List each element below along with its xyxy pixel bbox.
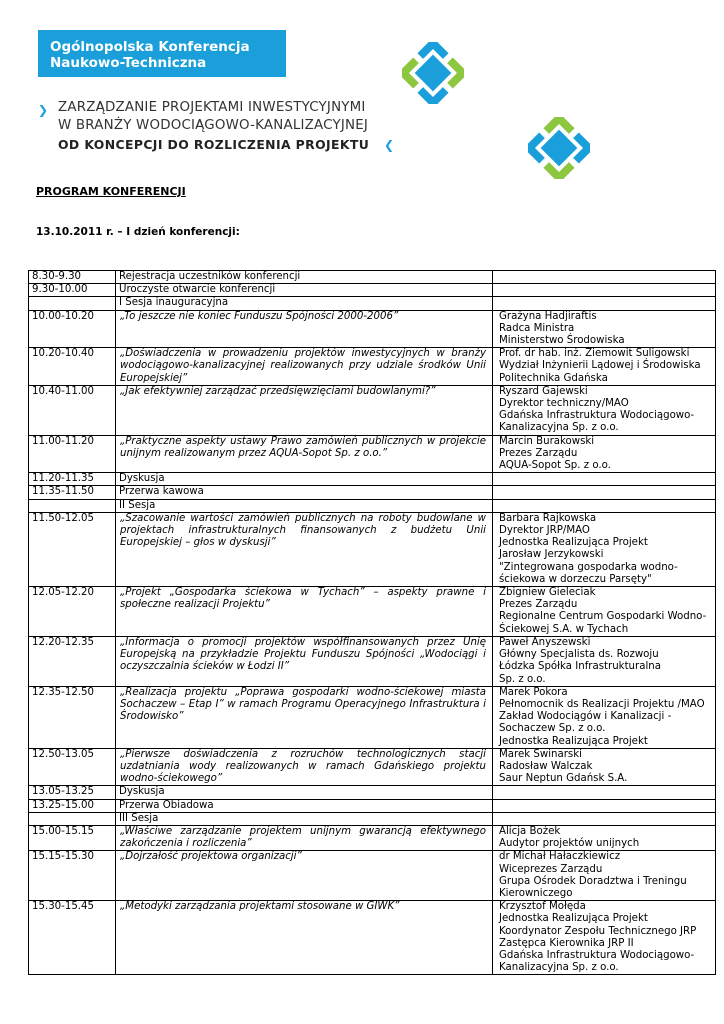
chevron-left-icon: ❮ <box>384 138 395 152</box>
schedule-row <box>29 587 716 637</box>
chevron-right-icon: ❯ <box>38 103 49 117</box>
banner-line-2: Naukowo-Techniczna <box>50 55 207 71</box>
speaker-line: Kanalizacyjna Sp. z o.o. <box>499 962 619 974</box>
description-cell: „Doświadczenia w prowadzeniu projektów inwestycyjnych w branży wodociągowo-kanalizacyjnej realizowanych przy udziale środków Unii Europejskiej” <box>116 348 493 386</box>
speaker-line: Dyrektor JRP/MAO <box>499 525 590 537</box>
time-cell: 11.35-11.50 <box>29 486 116 499</box>
speaker-line: Dyrektor techniczny/MAO <box>499 398 629 410</box>
banner-line-1: Ogólnopolska Konferencja <box>50 39 250 55</box>
speaker-line: Grażyna Hadjiraftis <box>499 310 597 322</box>
speaker-line: Sp. z o.o. <box>499 673 546 685</box>
speaker-cell <box>493 284 716 297</box>
description-cell: „Metodyki zarządzania projektami stosowane w GIWK” <box>116 901 493 975</box>
speaker-line: Gdańska Infrastruktura Wodociągowo- <box>499 949 695 961</box>
speaker-line: Sochaczew Sp. z o.o. <box>499 723 606 735</box>
day-label: 13.10.2011 r. – I dzień konferencji: <box>36 226 240 238</box>
schedule-row <box>29 284 716 297</box>
description-cell: Przerwa Obiadowa <box>116 799 493 812</box>
speaker-line: Jednostka Realizująca Projekt <box>499 537 648 549</box>
speaker-cell <box>493 851 716 901</box>
speaker-line: "Zintegrowana gospodarka wodno- <box>499 561 678 573</box>
speaker-line: dr Michał Hałaczkiewicz <box>499 851 621 863</box>
description-cell: Dyskusja <box>116 786 493 799</box>
speaker-cell <box>493 686 716 748</box>
time-cell: 8.30-9.30 <box>29 271 116 284</box>
time-cell: 11.50-12.05 <box>29 512 116 586</box>
conference-banner <box>38 30 286 77</box>
speaker-line: Alicja Bożek <box>499 825 561 837</box>
time-cell: 15.15-15.30 <box>29 851 116 901</box>
speaker-cell <box>493 297 716 310</box>
speaker-line: Marek Pokora <box>499 686 568 698</box>
speaker-cell <box>493 435 716 473</box>
schedule-row <box>29 799 716 812</box>
speaker-cell <box>493 901 716 975</box>
speaker-line: Jednostka Realizująca Projekt <box>499 913 648 925</box>
subtitle-line-1: ZARZĄDZANIE PROJEKTAMI INWESTYCYJNYMI <box>58 100 366 115</box>
speaker-line: Pełnomocnik ds Realizacji Projektu /MAO <box>499 698 705 710</box>
schedule-row <box>29 901 716 975</box>
speaker-line: Ściekowej S.A. w Tychach <box>499 623 629 635</box>
speaker-line: Radca Ministra <box>499 322 575 334</box>
description-cell: „Dojrzałość projektowa organizacji” <box>116 851 493 901</box>
speaker-cell <box>493 271 716 284</box>
speaker-line: Prezes Zarządu <box>499 599 578 611</box>
schedule-row <box>29 310 716 348</box>
time-cell: 12.35-12.50 <box>29 686 116 748</box>
schedule-row <box>29 686 716 748</box>
description-cell: Dyskusja <box>116 473 493 486</box>
speaker-line: Ryszard Gajewski <box>499 385 588 397</box>
speaker-line: Prof. dr hab. inż. Ziemowit Suligowski <box>499 348 690 360</box>
speaker-line: Zbigniew Gieleciak <box>499 587 596 599</box>
speaker-line: Kierowniczego <box>499 887 573 899</box>
speaker-line: Barbara Rajkowska <box>499 512 597 524</box>
time-cell: 13.05-13.25 <box>29 786 116 799</box>
description-cell: „Właściwe zarządzanie projektem unijnym gwarancją efektywnego zakończenia i rozliczenia” <box>116 825 493 850</box>
speaker-line: Radosław Walczak <box>499 760 593 772</box>
description-cell: „Szacowanie wartości zamówień publicznych na roboty budowlane w projektach infrastrukturalnych finansowanych z budżetu Unii Europejskiej – głos w dyskusji” <box>116 512 493 586</box>
schedule-row <box>29 486 716 499</box>
speaker-line: Saur Neptun Gdańsk S.A. <box>499 773 628 785</box>
schedule-row <box>29 748 716 786</box>
speaker-line: Koordynator Zespołu Technicznego JRP <box>499 925 697 937</box>
speaker-cell <box>493 310 716 348</box>
description-cell: „Informacja o promocji projektów współfinansowanych przez Unię Europejską na przykładzie Projektu Funduszu Spójności „Wodociągi i oczyszczalnia ścieków w Łodzi II” <box>116 636 493 686</box>
schedule-row <box>29 385 716 435</box>
time-cell <box>29 812 116 825</box>
session-heading: II Sesja <box>116 499 493 512</box>
time-cell: 15.00-15.15 <box>29 825 116 850</box>
description-cell: „Realizacja projektu „Poprawa gospodarki wodno-ściekowej miasta Sochaczew – Etap I” w ramach Programu Operacyjnego Infrastruktura i Środowisko” <box>116 686 493 748</box>
schedule-table <box>28 270 716 975</box>
time-cell <box>29 297 116 310</box>
schedule-row <box>29 825 716 850</box>
speaker-cell <box>493 812 716 825</box>
speaker-line: Zakład Wodociągów i Kanalizacji - <box>499 711 672 723</box>
schedule-row <box>29 851 716 901</box>
speaker-line: Grupa Ośrodek Doradztwa i Treningu <box>499 875 687 887</box>
speaker-cell <box>493 348 716 386</box>
session-heading: I Sesja inauguracyjna <box>116 297 493 310</box>
time-cell: 9.30-10.00 <box>29 284 116 297</box>
speaker-line: Wydział Inżynierii Lądowej i Środowiska <box>499 360 701 372</box>
speaker-line: Zastępca Kierownika JRP II <box>499 937 634 949</box>
schedule-row <box>29 512 716 586</box>
description-cell: Rejestracja uczestników konferencji <box>116 271 493 284</box>
description-cell: „Pierwsze doświadczenia z rozruchów technologicznych stacji uzdatniania wody realizowanych w ramach Gdańskiego projektu wodno-ściekowego” <box>116 748 493 786</box>
schedule-row <box>29 348 716 386</box>
speaker-cell <box>493 385 716 435</box>
speaker-line: Kanalizacyjna Sp. z o.o. <box>499 422 619 434</box>
time-cell: 11.00-11.20 <box>29 435 116 473</box>
schedule-row <box>29 435 716 473</box>
description-cell: „Projekt „Gospodarka ściekowa w Tychach” – aspekty prawne i społeczne realizacji Projektu” <box>116 587 493 637</box>
speaker-line: Gdańska Infrastruktura Wodociągowo- <box>499 410 695 422</box>
speaker-cell <box>493 587 716 637</box>
subtitle-line-2: W BRANŻY WODOCIĄGOWO-KANALIZACYJNEJ <box>58 118 369 133</box>
speaker-line: Paweł Anyszewski <box>499 636 591 648</box>
speaker-cell <box>493 825 716 850</box>
schedule-row <box>29 297 716 310</box>
schedule-row <box>29 271 716 284</box>
speaker-line: Łódzka Spółka Infrastrukturalna <box>499 661 661 673</box>
schedule-row <box>29 812 716 825</box>
conference-logo-small-icon <box>528 117 590 179</box>
program-title: PROGRAM KONFERENCJI <box>36 185 186 198</box>
speaker-line: Regionalne Centrum Gospodarki Wodno- <box>499 611 707 623</box>
speaker-cell <box>493 636 716 686</box>
speaker-line: Krzysztof Mołęda <box>499 901 586 913</box>
speaker-line: AQUA-Sopot Sp. z o.o. <box>499 460 611 472</box>
schedule-row <box>29 473 716 486</box>
time-cell: 10.20-10.40 <box>29 348 116 386</box>
time-cell: 12.05-12.20 <box>29 587 116 637</box>
speaker-line: ściekowa w dorzeczu Parsęty" <box>499 573 652 585</box>
time-cell <box>29 499 116 512</box>
speaker-cell <box>493 499 716 512</box>
time-cell: 12.50-13.05 <box>29 748 116 786</box>
time-cell: 13.25-15.00 <box>29 799 116 812</box>
speaker-line: Główny Specjalista ds. Rozwoju <box>499 649 659 661</box>
speaker-line: Prezes Zarządu <box>499 447 578 459</box>
speaker-line: Jednostka Realizująca Projekt <box>499 735 648 747</box>
speaker-cell <box>493 512 716 586</box>
description-cell: Uroczyste otwarcie konferencji <box>116 284 493 297</box>
time-cell: 10.40-11.00 <box>29 385 116 435</box>
time-cell: 15.30-15.45 <box>29 901 116 975</box>
description-cell: Przerwa kawowa <box>116 486 493 499</box>
speaker-cell <box>493 799 716 812</box>
speaker-line: Audytor projektów unijnych <box>499 838 640 850</box>
description-cell: „Jak efektywniej zarządzać przedsięwzięciami budowlanymi?” <box>116 385 493 435</box>
speaker-line: Ministerstwo Środowiska <box>499 335 625 347</box>
subtitle-line-3: OD KONCEPCJI DO ROZLICZENIA PROJEKTU <box>58 137 370 152</box>
description-cell: „Praktyczne aspekty ustawy Prawo zamówień publicznych w projekcie unijnym realizowanym przez AQUA-Sopot Sp. z o.o.” <box>116 435 493 473</box>
description-cell: „To jeszcze nie koniec Funduszu Spójności 2000-2006” <box>116 310 493 348</box>
schedule-row <box>29 499 716 512</box>
speaker-line: Jarosław Jerzykowski <box>499 549 604 561</box>
speaker-cell <box>493 786 716 799</box>
schedule-row <box>29 636 716 686</box>
speaker-line: Wiceprezes Zarządu <box>499 863 603 875</box>
speaker-cell <box>493 473 716 486</box>
schedule-row <box>29 786 716 799</box>
time-cell: 12.20-12.35 <box>29 636 116 686</box>
session-heading: III Sesja <box>116 812 493 825</box>
conference-logo-icon <box>402 42 464 104</box>
time-cell: 11.20-11.35 <box>29 473 116 486</box>
speaker-cell <box>493 748 716 786</box>
time-cell: 10.00-10.20 <box>29 310 116 348</box>
speaker-cell <box>493 486 716 499</box>
speaker-line: Politechnika Gdańska <box>499 372 608 384</box>
speaker-line: Marek Swinarski <box>499 748 582 760</box>
speaker-line: Marcin Burakowski <box>499 435 595 447</box>
